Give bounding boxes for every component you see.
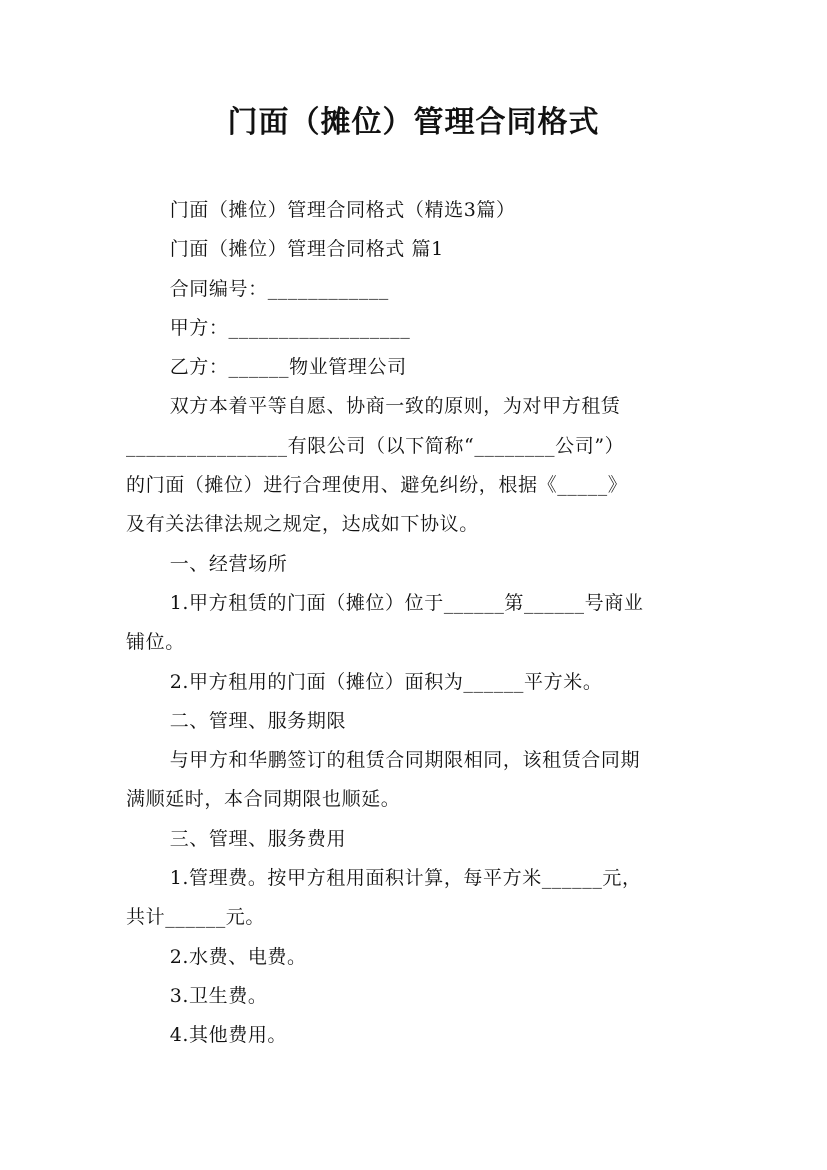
clause-heading-service-fees: 三、管理、服务费用 [169,827,347,850]
paragraph-line: 共计______元。 [126,906,266,929]
paragraph-line: 2.水费、电费。 [169,945,307,968]
paragraph-line: ________________有限公司（以下简称“________公司”） [126,434,625,457]
section-heading-part-1: 门面（摊位）管理合同格式 篇1 [169,238,444,261]
party-b-line: 乙方：______物业管理公司 [169,356,407,379]
contract-number-line: 合同编号：____________ [169,277,389,300]
subtitle-line: 门面（摊位）管理合同格式（精选3篇） [169,199,516,221]
party-a-line: 甲方：__________________ [169,316,411,339]
paragraph-line: 1.甲方租赁的门面（摊位）位于______第______号商业 [169,591,644,614]
paragraph-line: 的门面（摊位）进行合理使用、避免纠纷，根据《_____》 [126,474,628,497]
paragraph-line: 与甲方和华鹏签订的租赁合同期限相同，该租赁合同期 [169,749,641,772]
document-title: 门面（摊位）管理合同格式 [227,105,600,140]
document-body [126,191,706,1056]
paragraph-line: 2.甲方租用的门面（摊位）面积为______平方米。 [169,670,603,693]
paragraph-line: 及有关法律法规之规定，达成如下协议。 [126,513,479,536]
clause-heading-business-location: 一、经营场所 [169,552,288,575]
paragraph-line: 4.其他费用。 [169,1024,288,1047]
paragraph-line: 双方本着平等自愿、协商一致的原则，为对甲方租赁 [169,395,621,418]
clause-heading-service-period: 二、管理、服务期限 [169,709,347,732]
paragraph-line: 3.卫生费。 [169,984,268,1007]
paragraph-line: 1.管理费。按甲方租用面积计算，每平方米______元， [169,867,642,890]
paragraph-line: 满顺延时，本合同期限也顺延。 [126,788,401,811]
paragraph-line: 铺位。 [126,631,185,654]
